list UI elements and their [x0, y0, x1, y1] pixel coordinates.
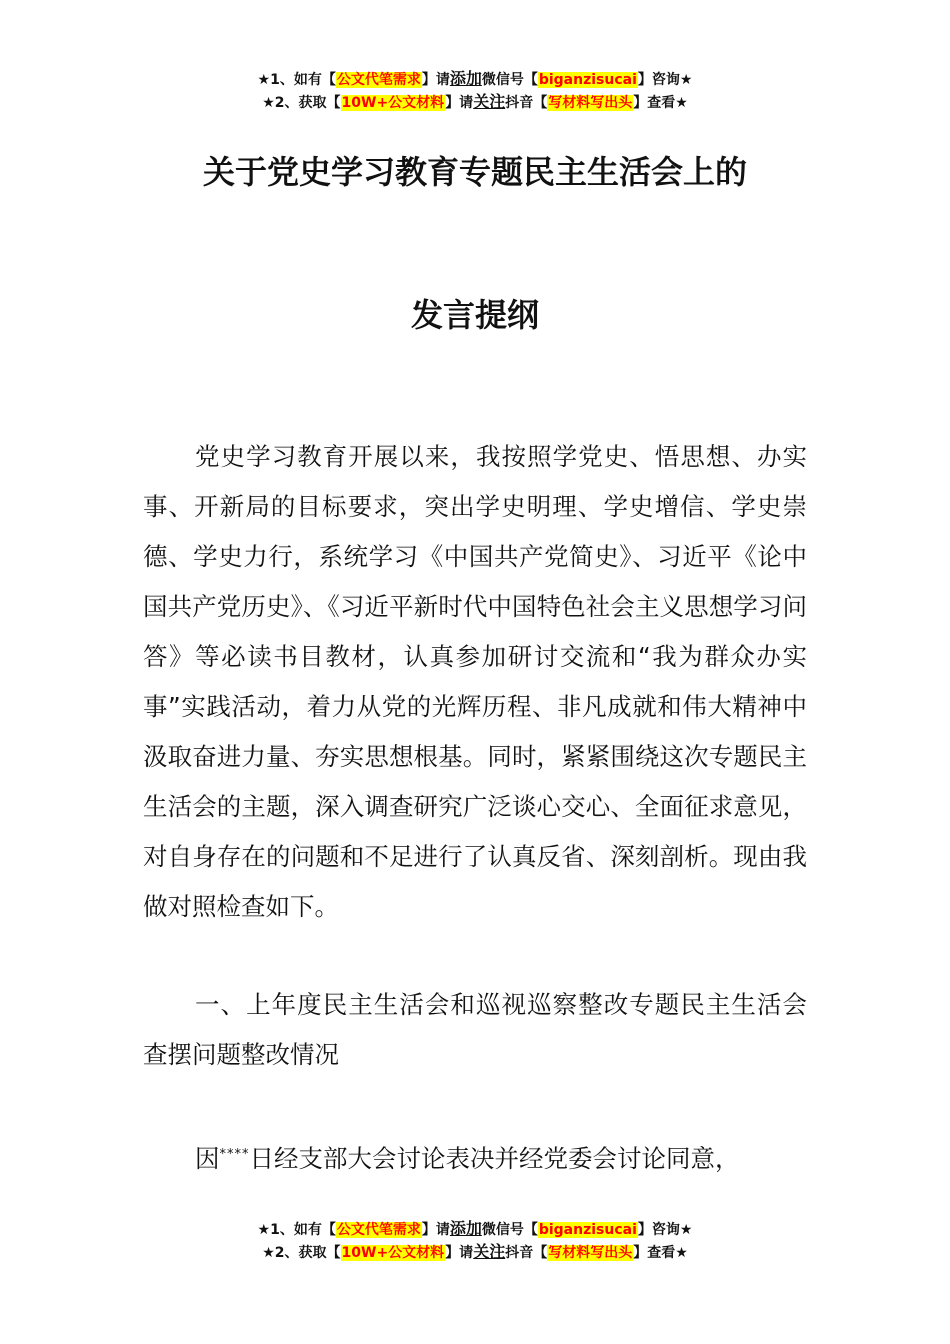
banner-text: 微信号【 — [481, 1222, 538, 1238]
banner-text: 】咨询★ — [637, 72, 693, 88]
banner-line-2 — [0, 91, 950, 114]
banner-text: ★2、获取【 — [262, 95, 341, 111]
document-title-line-2: 发言提纲 — [410, 296, 539, 334]
banner-emphasis: 关注 — [473, 1242, 506, 1261]
banner-emphasis: 关注 — [473, 92, 506, 111]
banner-line-2 — [0, 1241, 950, 1264]
paragraph-text: 日经支部大会讨论表决并经党委会讨论同意， — [249, 1144, 740, 1174]
highlight-douyin-account: 写材料写出头 — [548, 95, 633, 111]
body-paragraph: 党史学习教育开展以来，我按照学党史、悟思想、办实事、开新局的目标要求，突出学史明理、学史增信、学史崇德、学史力行，系统学习《中国共产党简史》、习近平《论中国共产党历史》、《习近平新时代中国特色社会主义思想学习问答》等必读书目教材，认真参加研讨交流和“我为群众办实事”实践活动，着力从党的光辉历程、非凡成就和伟大精神中汲取奋进力量、夯实思想根基。同时，紧紧围绕这次专题民主生活会的主题，深入调查研究广泛谈心交心、全面征求意见，对自身存在的问题和不足进行了认真反省、深刻剖析。现由我做对照检查如下。 — [143, 442, 807, 921]
paragraph-text: 因 — [195, 1144, 220, 1174]
section-heading: 一、上年度民主生活会和巡视巡察整改专题民主生活会查摆问题整改情况 — [143, 990, 807, 1069]
banner-text: 】请 — [445, 1245, 474, 1261]
banner-text: 抖音【 — [505, 1245, 548, 1261]
banner-text: 微信号【 — [481, 72, 538, 88]
banner-text: ★2、获取【 — [262, 1245, 341, 1261]
banner-text: 抖音【 — [505, 95, 548, 111]
banner-text: 】请 — [445, 95, 474, 111]
highlight-materials: 10W+公文材料 — [341, 1245, 445, 1261]
banner-text: 】查看★ — [633, 1245, 688, 1261]
highlight-materials: 10W+公文材料 — [341, 95, 445, 111]
banner-emphasis: 添加 — [449, 69, 482, 88]
body-paragraph — [143, 1130, 807, 1184]
banner-text: 】请 — [421, 72, 450, 88]
highlight-douyin-account: 写材料写出头 — [548, 1245, 633, 1261]
banner-text: 】查看★ — [633, 95, 688, 111]
banner-line-1 — [0, 68, 950, 91]
banner-line-1 — [0, 1218, 950, 1241]
header-banner — [0, 68, 950, 114]
highlight-wechat-id: biganzisucai — [538, 1222, 637, 1238]
highlight-service: 公文代笔需求 — [336, 1222, 421, 1238]
highlight-wechat-id: biganzisucai — [538, 72, 637, 88]
banner-text: 】咨询★ — [637, 1222, 693, 1238]
banner-text: 】请 — [421, 1222, 450, 1238]
banner-text: ★1、如有【 — [257, 1222, 336, 1238]
banner-text: ★1、如有【 — [257, 72, 336, 88]
footer-banner — [0, 1218, 950, 1264]
highlight-service: 公文代笔需求 — [336, 72, 421, 88]
document-title: 关于党史学习教育专题民主生活会上的 — [202, 153, 747, 191]
banner-emphasis: 添加 — [449, 1219, 482, 1238]
redacted-date: **** — [219, 1147, 250, 1162]
